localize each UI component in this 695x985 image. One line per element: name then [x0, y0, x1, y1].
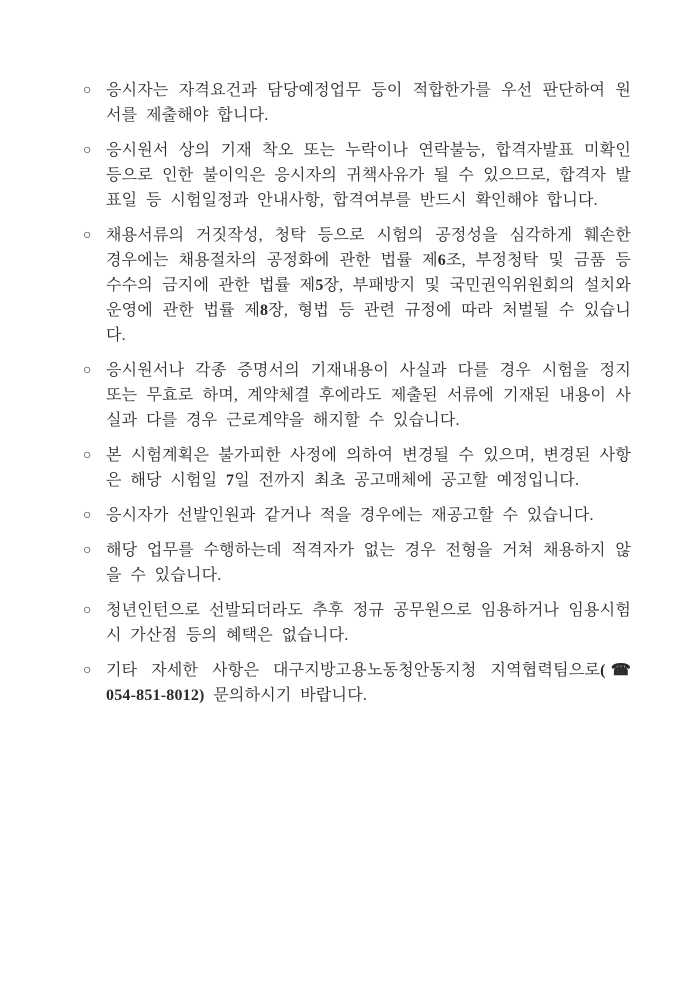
text-segment: 본 시험계획은 불가피한 사정에 의하여 변경될 수 있으며, 변경된 사항은 해당 시험일: [106, 447, 631, 489]
notice-text: [106, 142, 640, 209]
text-segment: 6: [437, 252, 446, 269]
text-segment: 채용서류의 거짓작성, 청탁 등으로 시험의 공정성을 심각하게 훼손한 경우에는 채용절차의 공정화에 관한 법률 제: [106, 227, 640, 269]
notice-item: [83, 598, 640, 648]
notice-item: [83, 443, 631, 493]
text-segment: 장, 부패방지 및 국민권익위원회의 설치와 운영에 관한 법률 제: [106, 277, 640, 319]
notice-text: [106, 447, 631, 489]
notice-item: [83, 538, 631, 588]
notice-text: [106, 662, 640, 704]
text-segment: 조, 부정청탁 및 금품 등 수수의 금지에 관한 법률 제: [106, 252, 640, 294]
bullet-marker: ○: [83, 83, 92, 98]
bullet-marker: ○: [83, 363, 92, 378]
text-segment: 응시자는 자격요건과 담당예정업무 등이 적합한가를 우선 판단하여 원서를 제출해야 합니다.: [106, 82, 631, 124]
text-segment: 응시원서 상의 기재 착오 또는 누락이나 연락불능, 합격자발표 미확인 등으로 인한 불이익은 응시자의 귀책사유가 될 수 있으므로, 합격자 발표일 등 시험일정과 안내사항, 합격여부를 반드시 확인해야 합니다.: [106, 142, 640, 209]
notice-text: [106, 542, 631, 584]
text-segment: 8: [260, 302, 269, 319]
phone-icon: ☎: [605, 662, 631, 679]
text-segment: 일 전까지 최초 공고매체에 공고할 예정입니다.: [234, 472, 580, 489]
notice-item: [83, 138, 640, 213]
text-segment: (: [600, 662, 606, 679]
notice-text: [106, 82, 631, 124]
text-segment: 문의하시기 바랍니다.: [204, 687, 368, 704]
text-segment: 장, 형법 등 관련 규정에 따라 처벌될 수 있습니다.: [106, 302, 631, 344]
bullet-marker: ○: [83, 448, 92, 463]
notice-item: [83, 503, 631, 528]
text-segment: 기타 자세한 사항은 대구지방고용노동청안동지청 지역협력팀으로: [106, 662, 601, 679]
notice-item: [83, 658, 640, 708]
bullet-marker: ○: [83, 508, 92, 523]
notice-text: [106, 227, 640, 344]
notice-text: [106, 507, 594, 524]
text-segment: 5: [315, 277, 324, 294]
bullet-marker: ○: [83, 543, 92, 558]
bullet-marker: ○: [83, 143, 92, 158]
notice-item: [83, 223, 640, 348]
notice-text: [106, 602, 640, 644]
text-segment: 054-851-8012): [106, 662, 640, 704]
text-segment: 7: [225, 472, 235, 489]
notice-item: [83, 358, 640, 433]
notice-item: [83, 78, 631, 128]
notice-text: [106, 362, 640, 429]
bullet-marker: ○: [83, 663, 92, 678]
text-segment: 응시원서나 각종 증명서의 기재내용이 사실과 다를 경우 시험을 정지 또는 무효로 하며, 계약체결 후에라도 제출된 서류에 기재된 내용이 사실과 다를 경우 근로계약을 해지할 수 있습니다.: [106, 362, 640, 429]
text-segment: 응시자가 선발인원과 같거나 적을 경우에는 재공고할 수 있습니다.: [106, 507, 594, 524]
notice-list: [83, 78, 640, 718]
text-segment: 청년인턴으로 선발되더라도 추후 정규 공무원으로 임용하거나 임용시험 시 가산점 등의 혜택은 없습니다.: [106, 602, 640, 644]
bullet-marker: ○: [83, 228, 92, 243]
text-segment: 해당 업무를 수행하는데 적격자가 없는 경우 전형을 거쳐 채용하지 않을 수 있습니다.: [106, 542, 631, 584]
bullet-marker: ○: [83, 603, 92, 618]
